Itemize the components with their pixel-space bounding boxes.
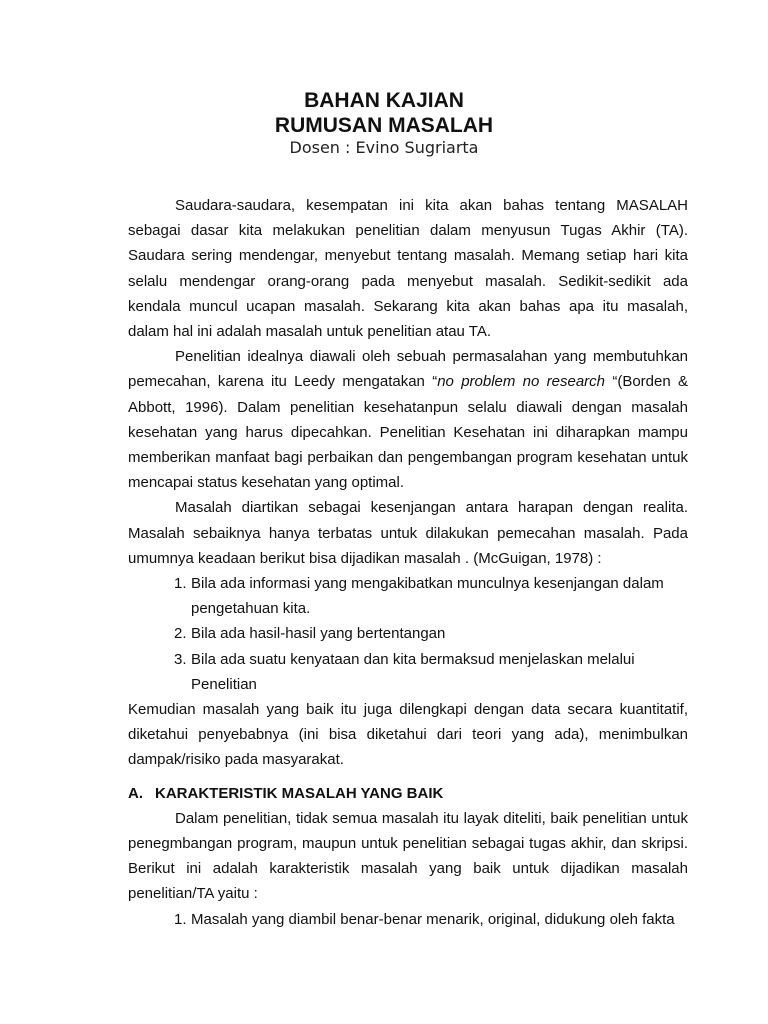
document-title-line2: RUMUSAN MASALAH [274, 114, 494, 137]
section-title: KARAKTERISTIK MASALAH YANG BAIK [155, 784, 444, 802]
conditions-list [128, 571, 688, 697]
paragraph-leedy-text-after: “(Borden & Abbott, 1996). Dalam penelitian kesehatanpun selalu diawali dengan masalah kesehatan yang harus dipecahkan. Penelitian Kesehatan ini diharapkan mampu memberikan manfaat bagi perbaikan dan pengembangan program kesehatan untuk mencapai status kesehatan yang optimal. [128, 373, 688, 492]
paragraph-leedy [128, 344, 688, 495]
list-item [128, 621, 688, 646]
list-item [128, 571, 688, 621]
list-item-text: Bila ada informasi yang mengakibatkan munculnya kesenjangan dalam pengetahuan kita. [191, 575, 664, 618]
paragraph-intro: Saudara-saudara, kesempatan ini kita akan bahas tentang MASALAH sebagai dasar kita melakukan penelitian dalam menyusun Tugas Akhir (TA). Saudara sering mendengar, menyebut tentang masalah. Memang setiap hari kita selalu mendengar orang-orang pada menyebut masalah. Sedikit-sedikit ada kendala muncul ucapan masalah. Sekarang kita akan bahas apa itu masalah, dalam hal ini adalah masalah untuk penelitian atau TA. [128, 197, 688, 341]
section-heading-a [128, 781, 688, 806]
list-item-number: 1. [174, 910, 187, 928]
list-item-number: 2. [174, 625, 187, 643]
list-item-text: Masalah yang diambil benar-benar menarik, original, didukung oleh fakta [191, 910, 675, 928]
list-item-number: 1. [174, 575, 187, 593]
document-body [128, 193, 688, 932]
list-item [128, 647, 688, 697]
paragraph-quantitative: Kemudian masalah yang baik itu juga dilengkapi dengan data secara kuantitatif, diketahui penyebabnya (ini bisa diketahui dari teori yang ada), menimbulkan dampak/risiko pada masyarakat. [128, 701, 688, 769]
lecturer-subtitle: Dosen : Evino Sugriarta [289, 138, 479, 157]
paragraph-definition: Masalah diartikan sebagai kesenjangan antara harapan dengan realita. Masalah sebaiknya hanya terbatas untuk dilakukan pemecahan masalah. Pada umumnya keadaan berikut bisa dijadikan masalah . (McGuigan, 1978) : [128, 499, 688, 567]
list-item-number: 3. [174, 650, 187, 668]
paragraph-characteristics: Dalam penelitian, tidak semua masalah itu layak diteliti, baik penelitian untuk penegmbangan program, maupun untuk penelitian sebagai tugas akhir, dan skripsi. Berikut ini adalah karakteristik masalah yang baik untuk dijadikan masalah penelitian/TA yaitu : [128, 809, 688, 903]
list-item-text: Bila ada hasil-hasil yang bertentangan [191, 625, 446, 643]
list-item [128, 907, 688, 932]
list-item-text: Bila ada suatu kenyataan dan kita bermaksud menjelaskan melalui Penelitian [191, 650, 635, 693]
section-letter: A. [128, 784, 143, 802]
quote-no-problem-no-research: no problem no research [437, 373, 606, 391]
document-title-line1: BAHAN KAJIAN [304, 89, 464, 112]
paragraph-leedy-text-before: Penelitian idealnya diawali oleh sebuah permasalahan yang membutuhkan pemecahan, karena itu Leedy mengatakan “ [128, 348, 688, 391]
